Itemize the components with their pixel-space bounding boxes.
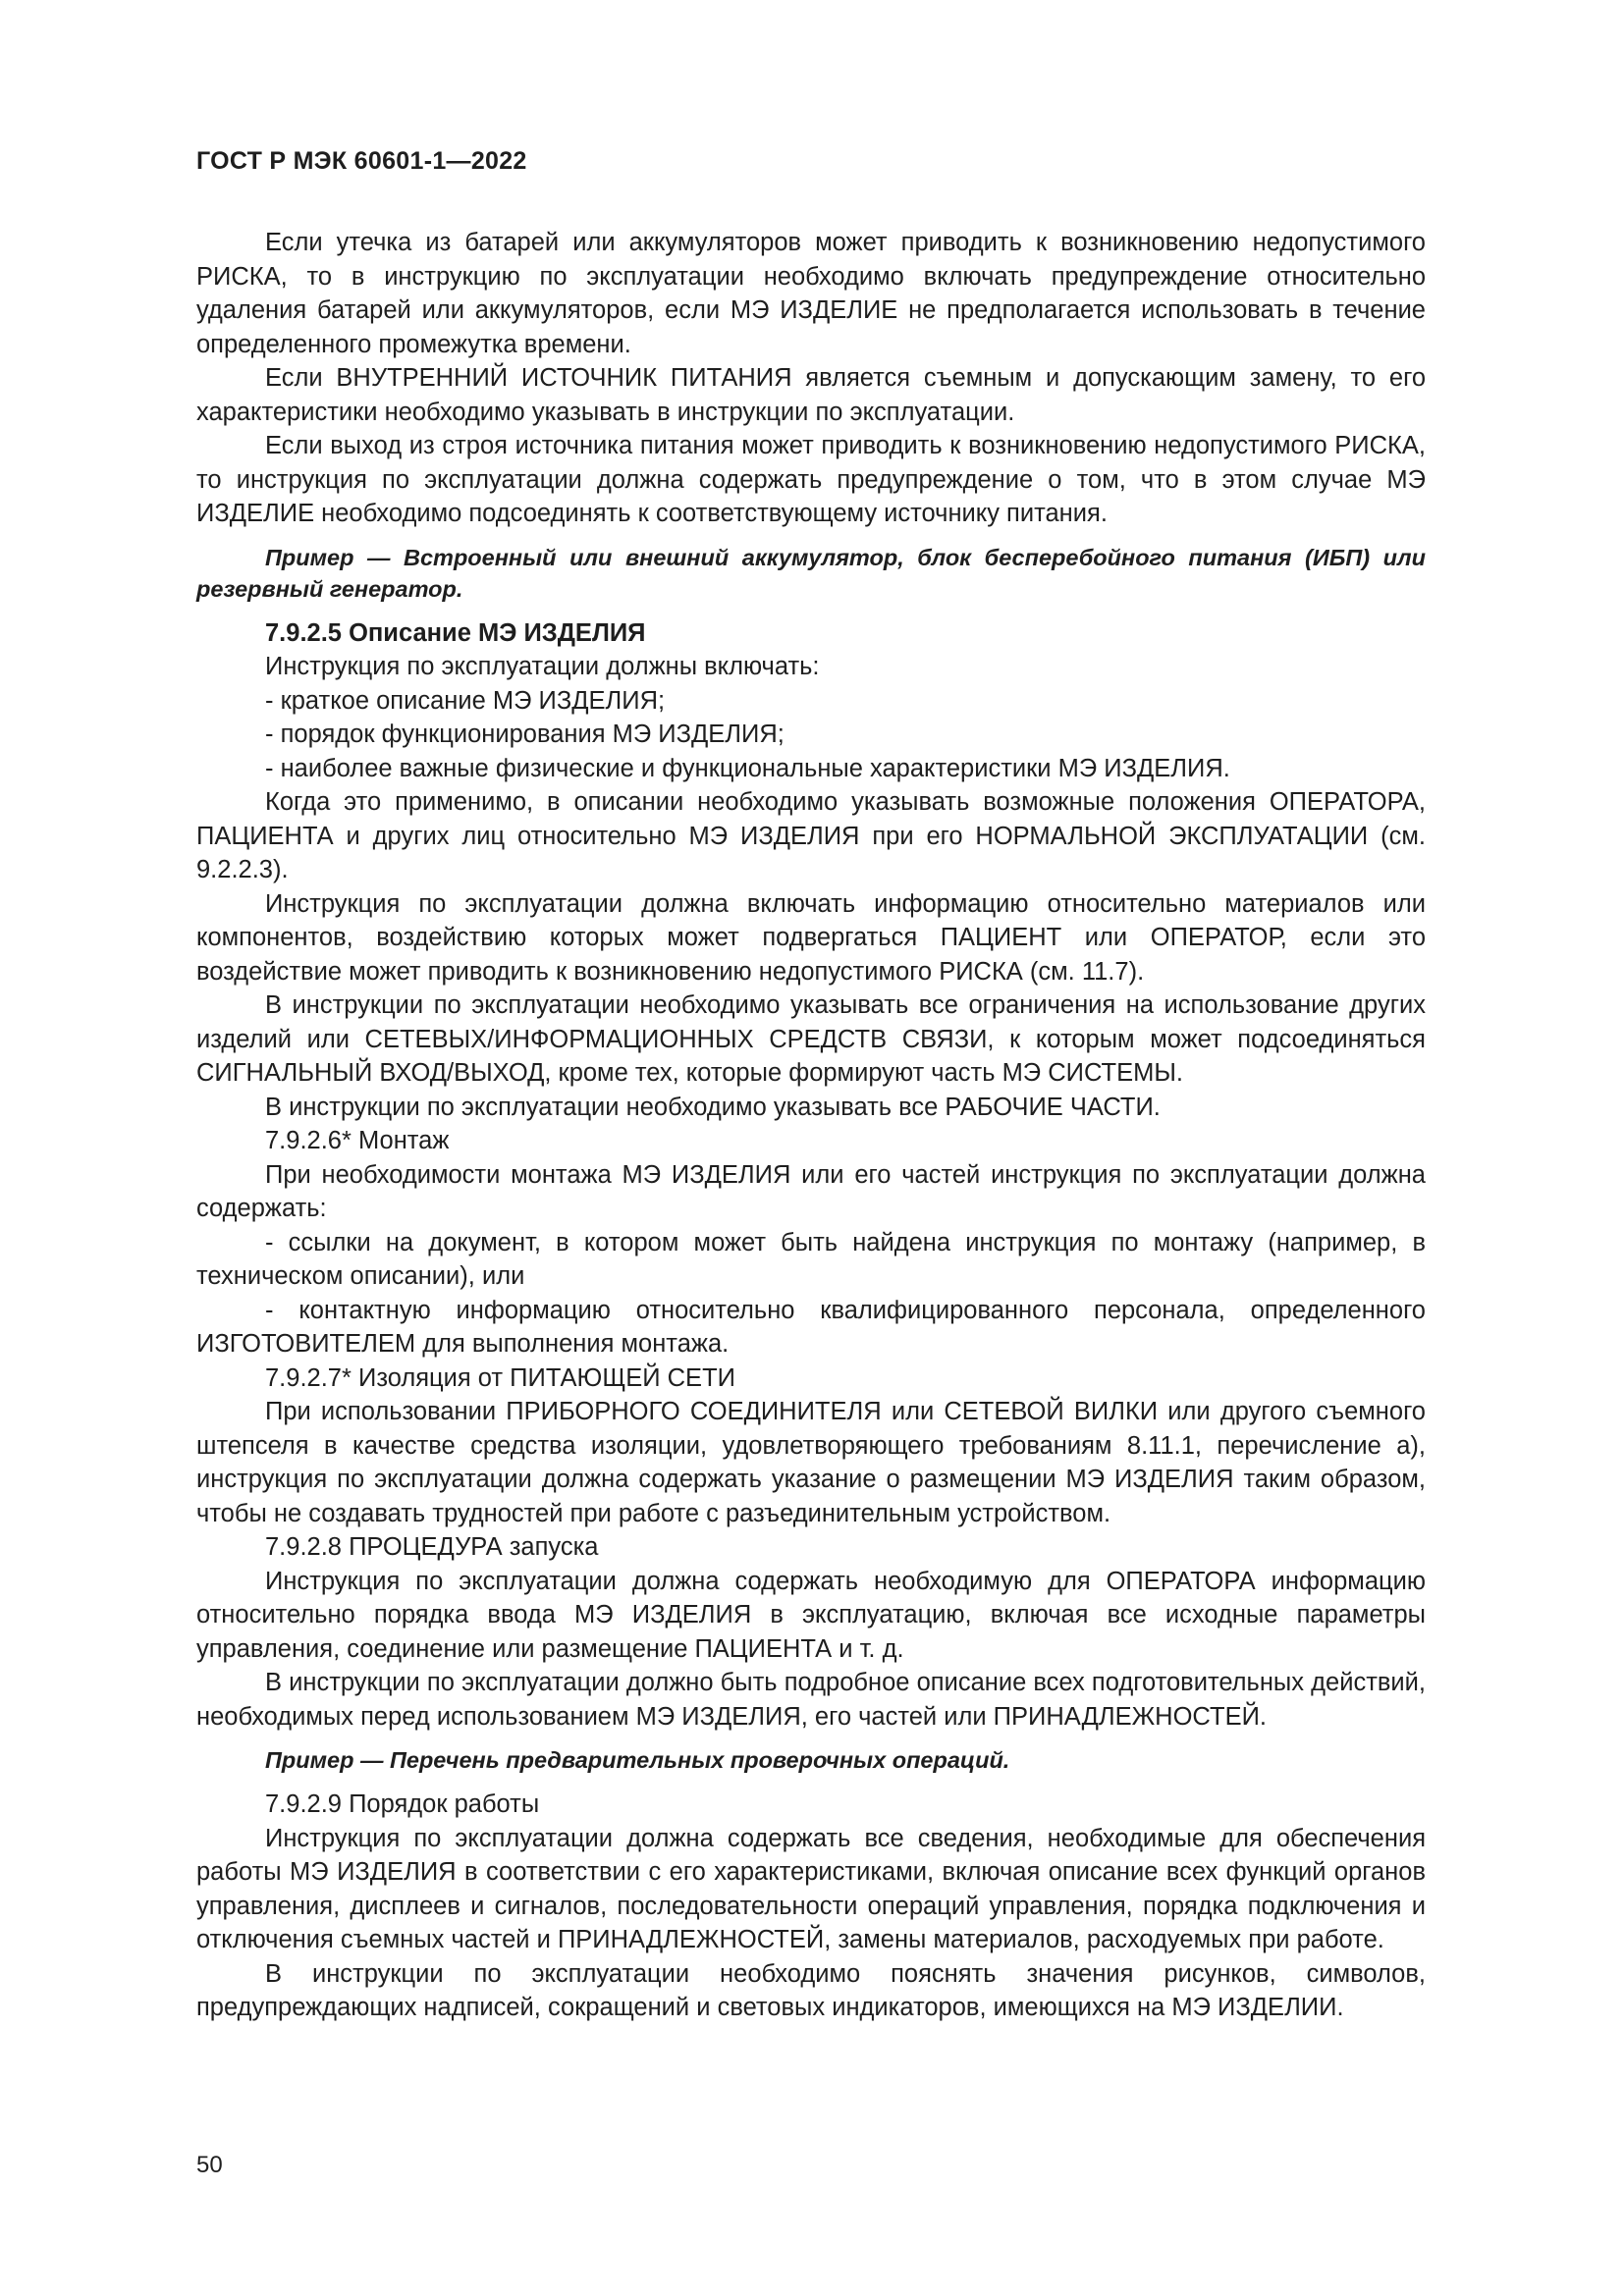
list-item: - краткое описание МЭ ИЗДЕЛИЯ; <box>265 686 666 715</box>
section-heading-7-9-2-6: 7.9.2.6* Монтаж <box>265 1127 450 1154</box>
paragraph: Инструкция по эксплуатации должна включать информацию относительно материалов или компонентов, воздействию которых может подвергаться ПАЦИЕНТ или ОПЕРАТОР, если это воздействие может приводить к возникновению недопустимого РИСКА (см. 11.7). <box>196 889 1426 986</box>
paragraph: В инструкции по эксплуатации необходимо указывать все РАБОЧИЕ ЧАСТИ. <box>265 1093 1161 1121</box>
paragraph: В инструкции по эксплуатации необходимо указывать все ограничения на использование других изделий или СЕТЕВЫХ/ИНФОРМАЦИОННЫХ СРЕДСТВ СВЯЗИ, к которым может подсоединяться СИГНАЛЬНЫЙ ВХОД/ВЫХОД, кроме тех, которые формируют часть МЭ СИСТЕМЫ. <box>196 991 1426 1087</box>
section-heading-7-9-2-8: 7.9.2.8 ПРОЦЕДУРА запуска <box>265 1533 599 1561</box>
section-heading-7-9-2-5: 7.9.2.5 Описание МЭ ИЗДЕЛИЯ <box>265 618 646 647</box>
paragraph: Если утечка из батарей или аккумуляторов может приводить к возникновению недопустимого РИСКА, то в инструкцию по эксплуатации необходимо включать предупреждение относительно удаления батарей или аккумуляторов, если МЭ ИЗДЕЛИЕ не предполагается использовать в течение определенного промежутка времени. <box>196 229 1426 358</box>
paragraph: В инструкции по эксплуатации необходимо пояснять значения рисунков, символов, предупреждающих надписей, сокращений и световых индикаторов, имеющихся на МЭ ИЗДЕЛИИ. <box>196 1959 1426 2021</box>
list-item: - порядок функционирования МЭ ИЗДЕЛИЯ; <box>265 721 785 748</box>
paragraph: Если ВНУТРЕННИЙ ИСТОЧНИК ПИТАНИЯ является съемным и допускающим замену, то его характеристики необходимо указывать в инструкции по эксплуатации. <box>196 364 1426 426</box>
paragraph: При использовании ПРИБОРНОГО СОЕДИНИТЕЛЯ или СЕТЕВОЙ ВИЛКИ или другого съемного штепселя в качестве средства изоляции, удовлетворяющего требованиям 8.11.1, перечисление а), инструкция по эксплуатации должна содержать указание о размещении МЭ ИЗДЕЛИЯ таким образом, чтобы не создавать трудностей при работе с разъединительным устройством. <box>196 1398 1426 1527</box>
paragraph: Инструкция по эксплуатации должна содержать все сведения, необходимые для обеспечения работы МЭ ИЗДЕЛИЯ в соответствии с его характеристиками, включая описание всех функций органов управления, дисплеев и сигналов, последовательности операций управления, порядка подключения и отключения съемных частей и ПРИНАДЛЕЖНОСТЕЙ, замены материалов, расходуемых при работе. <box>196 1824 1426 1953</box>
paragraph: Если выход из строя источника питания может приводить к возникновению недопустимого РИСКА, то инструкция по эксплуатации должна содержать предупреждение о том, что в этом случае МЭ ИЗДЕЛИЕ необходимо подсоединять к соответствующему источнику питания. <box>196 432 1426 527</box>
paragraph: Инструкция по эксплуатации должна содержать необходимую для ОПЕРАТОРА информацию относительно порядка ввода МЭ ИЗДЕЛИЯ в эксплуатацию, включая все исходные параметры управления, соединение или размещение ПАЦИЕНТА и т. д. <box>196 1567 1426 1663</box>
list-item: - ссылки на документ, в котором может быть найдена инструкция по монтажу (например, в техническом описании), или <box>196 1228 1426 1290</box>
list-item: - наиболее важные физические и функциональные характеристики МЭ ИЗДЕЛИЯ. <box>265 754 1230 782</box>
section-heading-7-9-2-9: 7.9.2.9 Порядок работы <box>265 1790 540 1818</box>
document-header: ГОСТ Р МЭК 60601-1—2022 <box>196 147 527 175</box>
page-body <box>196 226 1426 2025</box>
list-item: - контактную информацию относительно квалифицированного персонала, определенного ИЗГОТОВИТЕЛЕМ для выполнения монтажа. <box>196 1296 1426 1358</box>
section-heading-7-9-2-7: 7.9.2.7* Изоляция от ПИТАЮЩЕЙ СЕТИ <box>265 1363 735 1392</box>
paragraph: Инструкция по эксплуатации должны включать: <box>265 653 820 680</box>
page-number: 50 <box>196 2152 223 2178</box>
paragraph: В инструкции по эксплуатации должно быть подробное описание всех подготовительных действий, необходимых перед использованием МЭ ИЗДЕЛИЯ, его частей или ПРИНАДЛЕЖНОСТЕЙ. <box>196 1669 1426 1731</box>
paragraph: Когда это применимо, в описании необходимо указывать возможные положения ОПЕРАТОРА, ПАЦИЕНТА и других лиц относительно МЭ ИЗДЕЛИЯ при его НОРМАЛЬНОЙ ЭКСПЛУАТАЦИИ (см. 9.2.2.3). <box>196 788 1426 883</box>
paragraph: При необходимости монтажа МЭ ИЗДЕЛИЯ или его частей инструкция по эксплуатации должна содержать: <box>196 1160 1426 1222</box>
example-note: Пример — Перечень предварительных проверочных операций. <box>265 1747 1010 1773</box>
example-note: Пример — Встроенный или внешний аккумулятор, блок бесперебойного питания (ИБП) или резервный генератор. <box>196 544 1426 602</box>
